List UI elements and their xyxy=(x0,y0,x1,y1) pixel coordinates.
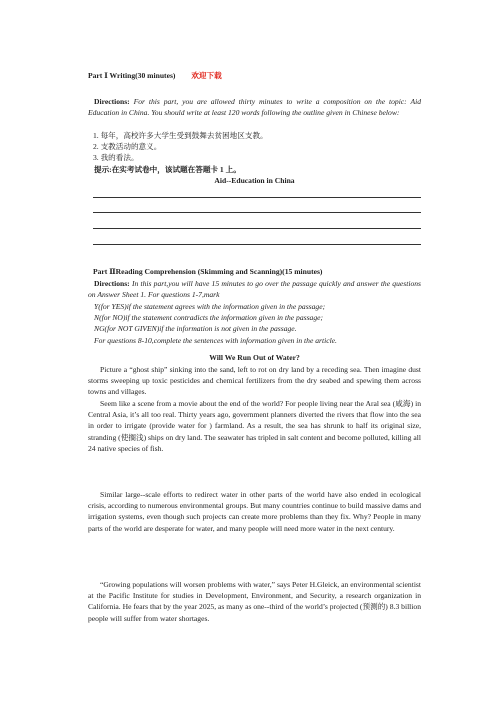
part2-directions xyxy=(88,278,421,300)
passage-paragraph-3: Similar large--scale efforts to redirect water in other parts of the world have also ended in ecological crisis, according to numerous environmental groups. But many countries continue to build massive dams and irrigation systems, even though such projects can create more problems than they fix. Why? People in many parts of the world are desperate for water, and many people will need more water in the next century. xyxy=(88,490,421,533)
part1-heading-row xyxy=(88,70,421,81)
marking-rules xyxy=(88,301,427,346)
directions-label: Directions: xyxy=(94,279,130,288)
answer-line xyxy=(93,244,421,245)
essay-title: Aid--Education in China xyxy=(214,176,295,185)
exam-hint: 提示:在实考试卷中，该试题在答题卡 1 上。 xyxy=(94,165,241,174)
outline-item: 2. 支教活动的意义。 xyxy=(93,142,162,152)
download-tag[interactable]: 欢迎下载 xyxy=(191,71,222,80)
passage-paragraph-2: Seem like a scene from a movie about the end of the world? For people living near the Aral sea (咸海) in Central Asia, it’s all too real. Thirty years ago, government planners diverted the rivers that flow into the sea in order to irrigate (provide water for ) farmland. As a result, the sea has shrunk to half its original size, stranding (使搁浅) ships on dry land. The seawater has tripled in salt content and become polluted, killing all 24 native species of fish. xyxy=(88,399,421,453)
directions-text: In this part,you will have 15 minutes to go over the passage quickly and answer the questions on Answer Sheet 1. For questions 1-7,mark xyxy=(88,279,421,300)
part1-directions xyxy=(88,96,421,118)
answer-line xyxy=(93,228,421,229)
answer-line xyxy=(93,212,421,213)
directions-text: For this part, you are allowed thirty minutes to write a composition on the topic: Aid Education in China. You should write at least 120 words following the outline given in Chinese below: xyxy=(88,97,421,118)
marking-rule: N(for NO)if the statement contradicts the information given in the passage; xyxy=(94,313,324,323)
outline-item: 3. 我的看法。 xyxy=(93,153,139,163)
questions-note: For questions 8-10,complete the sentences with information given in the article. xyxy=(94,335,337,345)
marking-rule: Y(for YES)if the statement agrees with the information given in the passage; xyxy=(94,302,326,311)
outline-list xyxy=(88,130,426,164)
part1-heading: Part Ⅰ Writing(30 minutes) xyxy=(88,71,176,80)
outline-item: 1. 每年，高校许多大学生受到鼓舞去贫困地区支教。 xyxy=(93,131,268,140)
passage-paragraph-1: Picture a “ghost ship” sinking into the sand, left to rot on dry land by a receding sea. Then imagine dust storms sweeping up toxic pesticides and chemical fertilizers from the dry seabed and spewing them across towns and villages. xyxy=(88,365,421,397)
marking-rule: NG(for NOT GIVEN)if the information is not given in the passage. xyxy=(94,324,297,334)
part2-heading: Part ⅡReading Comprehension (Skimming and Scanning)(15 minutes) xyxy=(93,267,323,276)
passage-title: Will We Run Out of Water? xyxy=(209,353,300,362)
directions-label: Directions: xyxy=(94,97,130,106)
passage-paragraph-4: “Growing populations will worsen problems with water,” says Peter H.Gleick, an environmental scientist at the Pacific Institute for studies in Development, Environment, and Security, a research organization in California. He fears that by the year 2025, as many as one--third of the world’s projected (预测的) 8.3 billion people will suffer from water shortages. xyxy=(88,580,421,623)
answer-line xyxy=(93,197,421,198)
